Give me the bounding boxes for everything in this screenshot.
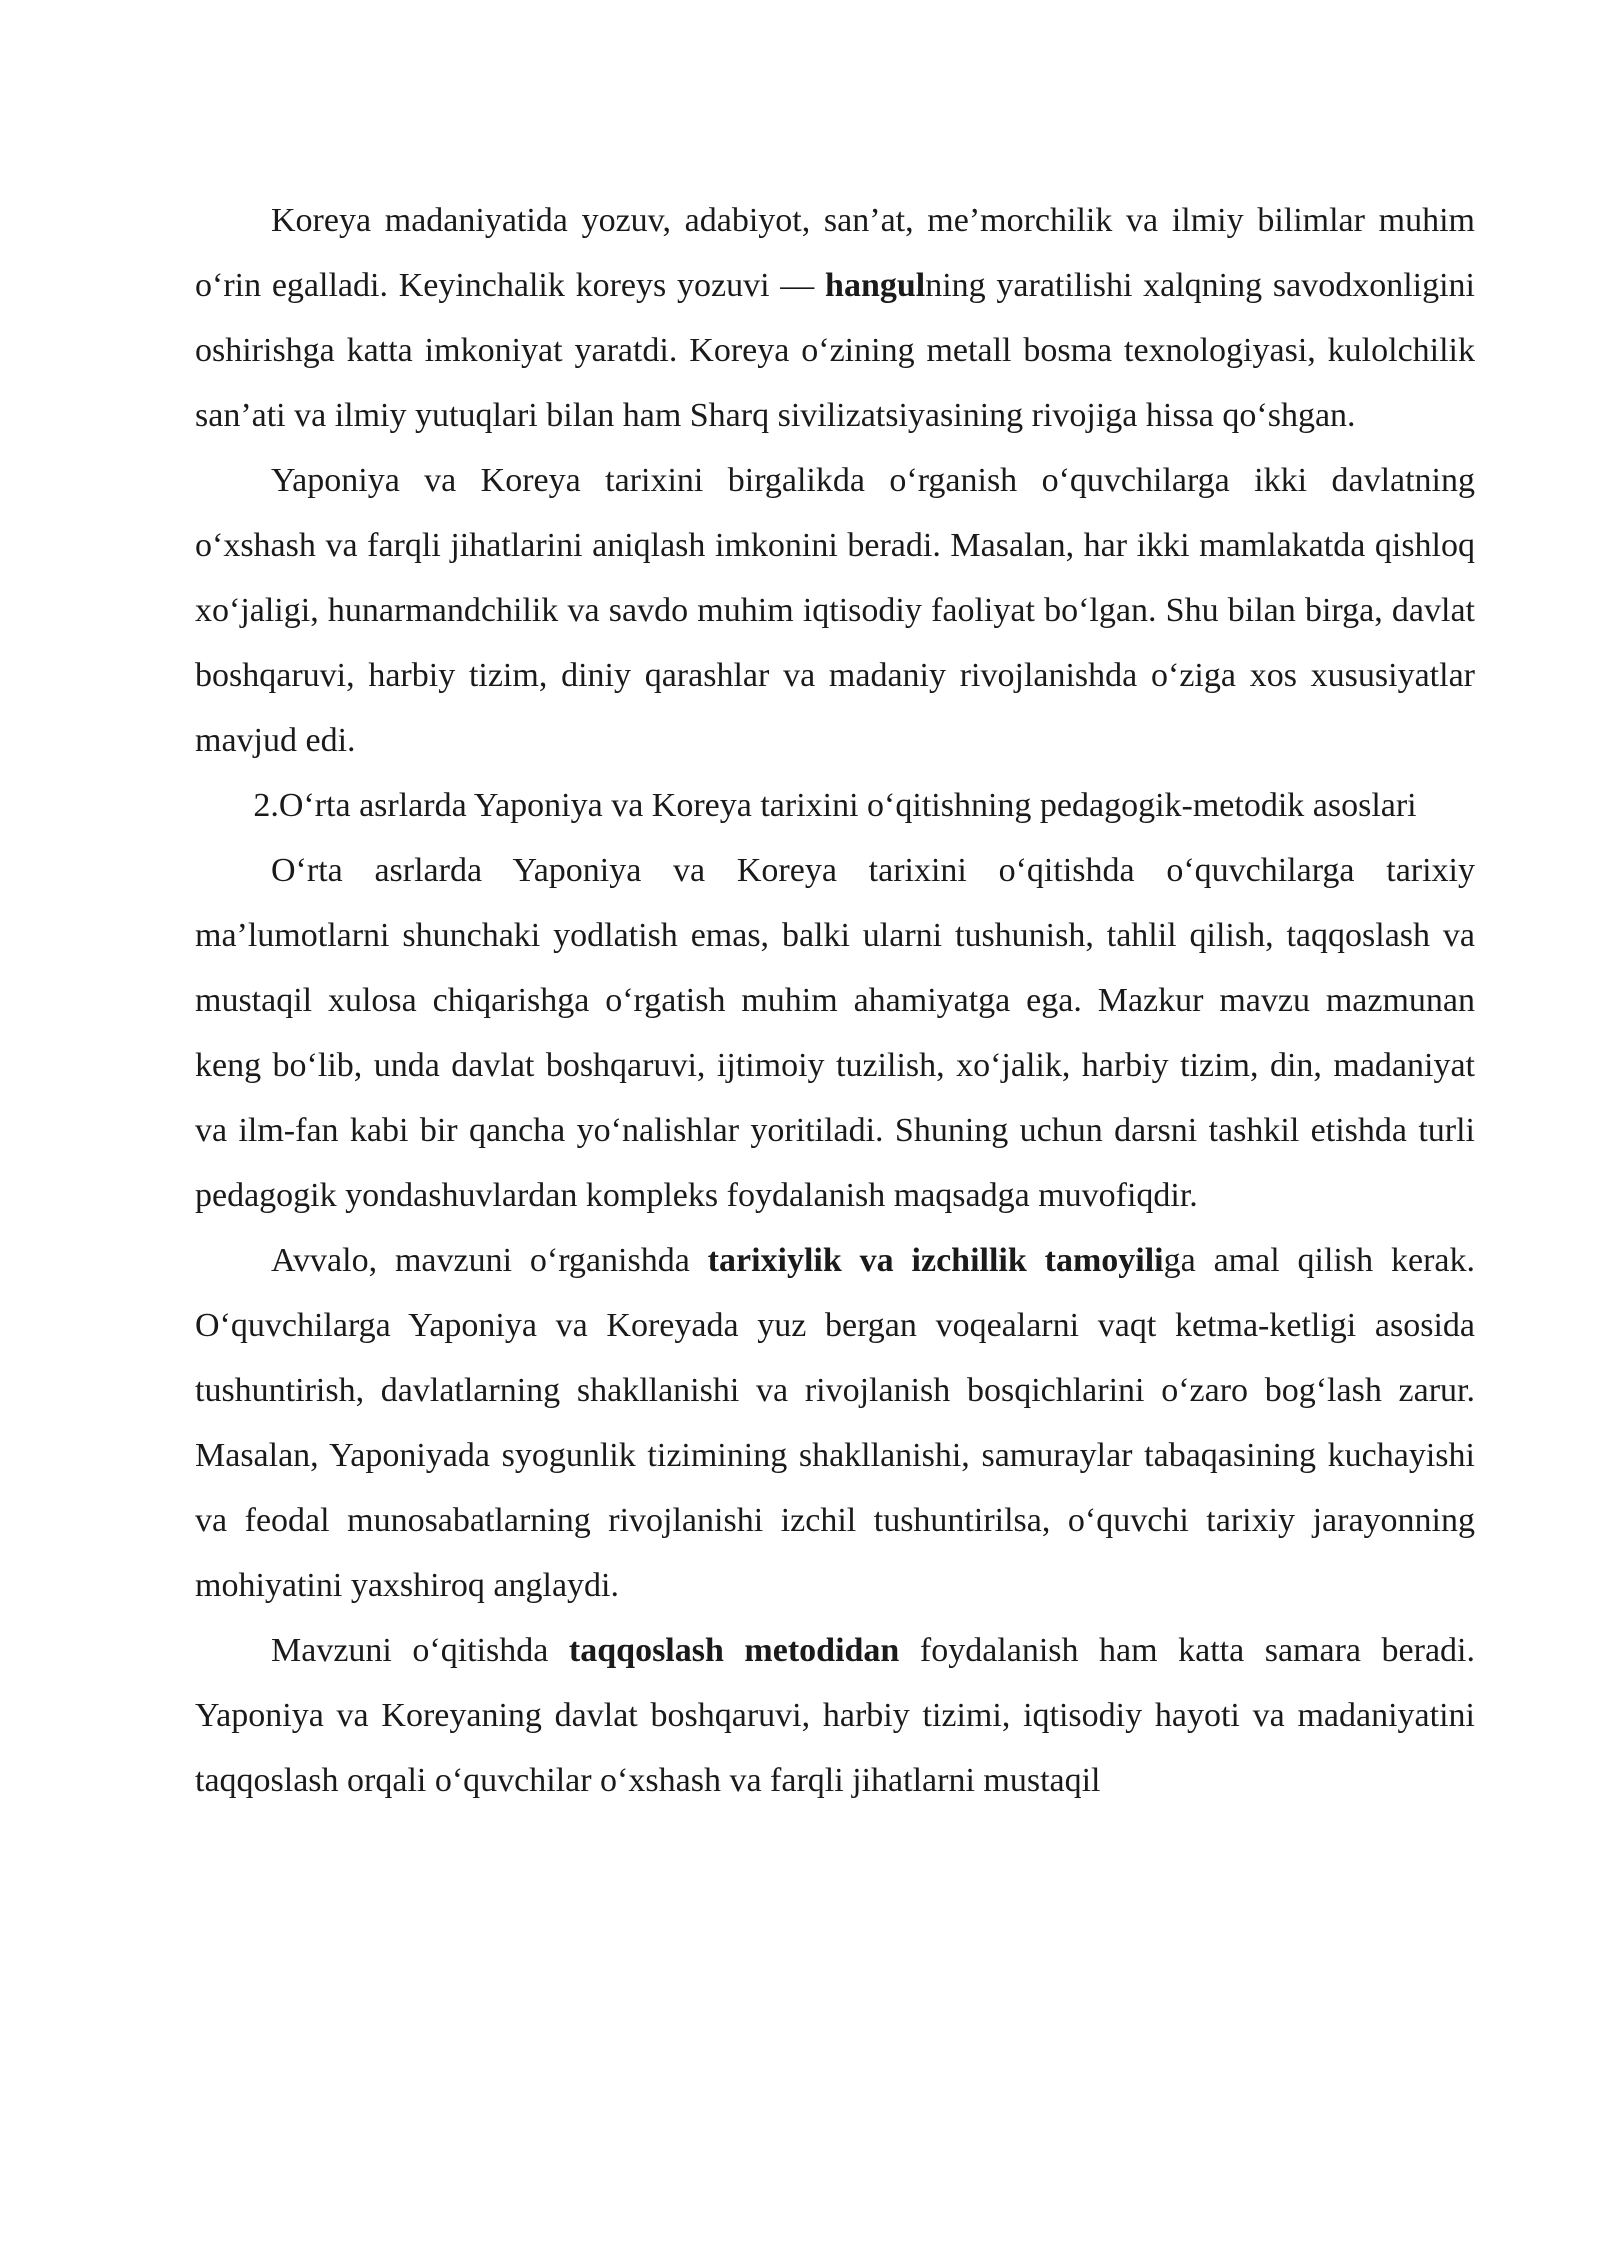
- paragraph-comparison-method: [195, 1618, 1475, 1813]
- paragraph-text: ning yaratilishi xalqning savodxonligini oshirishga katta imkoniyat yaratdi. Koreya o‘zining metall bosma texnologiyasi, kulolchilik san’ati va ilmiy yutuqlari bilan ham Sharq sivilizatsiyasining rivojiga hissa qo‘shgan.: [195, 267, 1475, 434]
- paragraph-text: Koreya madaniyatida yozuv, adabiyot, san’at, me’morchilik va ilmiy bilimlar muhim o‘rin egalladi. Keyinchalik koreys yozuvi —: [195, 202, 1475, 304]
- section-heading: 2.O‘rta asrlarda Yaponiya va Koreya tarixini o‘qitishning pedagogik-metodik asoslari: [253, 787, 1417, 824]
- bold-term-hangul: hangul: [825, 267, 926, 304]
- paragraph-korea-culture: [195, 188, 1475, 448]
- document-page: [195, 188, 1475, 1813]
- paragraph-teaching-goals: O‘rta asrlarda Yaponiya va Koreya tarixini o‘qitishda o‘quvchilarga tarixiy ma’lumotlarni shunchaki yodlatish emas, balki ularni tushunish, tahlil qilish, taqqoslash va mustaqil xulosa chiqarishga o‘rgatish muhim ahamiyatga ega. Mazkur mavzu mazmunan keng bo‘lib, unda davlat boshqaruvi, ijtimoiy tuzilish, xo‘jalik, harbiy tizim, din, madaniyat va ilm-fan kabi bir qancha yo‘nalishlar yoritiladi. Shuning uchun darsni tashkil etishda turli pedagogik yondashuvlardan kompleks foydalanish maqsadga muvofiqdir.: [195, 852, 1475, 1214]
- bold-term-principle: tarixiylik va izchillik tamoyili: [707, 1242, 1164, 1279]
- bold-term-method: taqqoslash metodidan: [568, 1632, 900, 1669]
- paragraph-text: Avvalo, mavzuni o‘rganishda: [271, 1242, 708, 1279]
- paragraph-text: Mavzuni o‘qitishda: [271, 1632, 569, 1669]
- paragraph-text: ga amal qilish kerak. O‘quvchilarga Yaponiya va Koreyada yuz bergan voqealarni vaqt ketma-ketligi asosida tushuntirish, davlatlarning shakllanishi va rivojlanish bosqichlarini o‘zaro bog‘lash zarur. Masalan, Yaponiyada syogunlik tizimining shakllanishi, samuraylar tabaqasining kuchayishi va feodal munosabatlarning rivojlanishi izchil tushuntirilsa, o‘quvchi tarixiy jarayonning mohiyatini yaxshiroq anglaydi.: [195, 1242, 1475, 1604]
- paragraph-japan-korea-comparison: Yaponiya va Koreya tarixini birgalikda o‘rganish o‘quvchilarga ikki davlatning o‘xshash va farqli jihatlarini aniqlash imkonini beradi. Masalan, har ikki mamlakatda qishloq xo‘jaligi, hunarmandchilik va savdo muhim iqtisodiy faoliyat bo‘lgan. Shu bilan birga, davlat boshqaruvi, harbiy tizim, diniy qarashlar va madaniy rivojlanishda o‘ziga xos xususiyatlar mavjud edi.: [195, 462, 1475, 759]
- paragraph-text: foydalanish ham katta samara beradi. Yaponiya va Koreyaning davlat boshqaruvi, harbiy tizimi, iqtisodiy hayoti va madaniyatini taqqoslash orqali o‘quvchilar o‘xshash va farqli jihatlarni mustaqil: [195, 1632, 1476, 1799]
- paragraph-historicism-principle: [195, 1228, 1475, 1618]
